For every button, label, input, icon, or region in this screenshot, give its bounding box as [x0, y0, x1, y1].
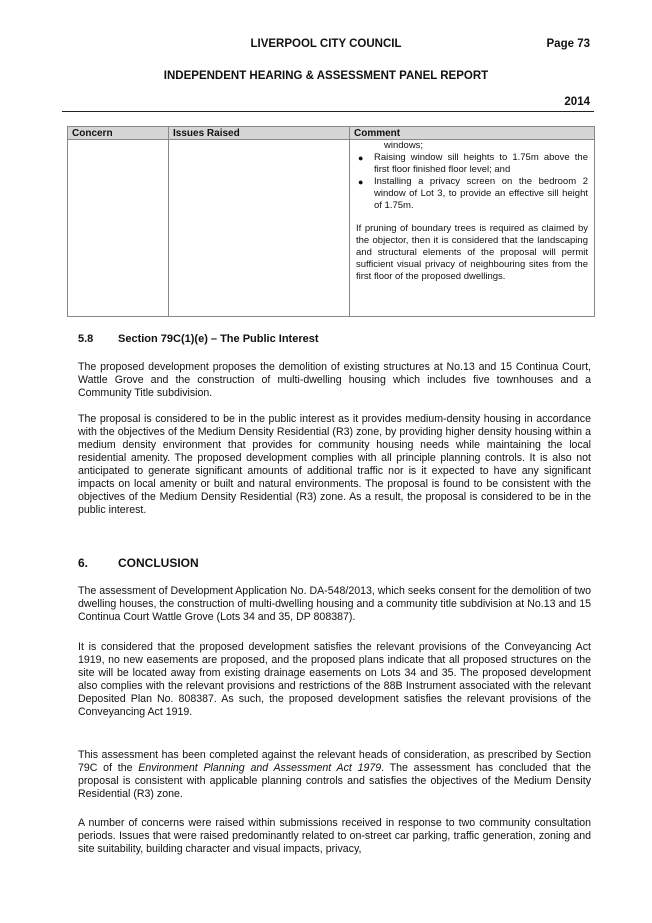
act-name: Environment Planning and Assessment Act 1979: [138, 762, 382, 774]
section-5-8-heading: [78, 333, 319, 345]
section-number: 6.: [78, 556, 89, 570]
header-concern: Concern: [68, 127, 169, 140]
header-rule: [62, 111, 594, 112]
bullet-text: Raising window sill heights to 1.75m above the first floor finished floor level; and: [374, 152, 588, 176]
conclusion-heading: [78, 556, 199, 570]
comment-bullet-list: [356, 152, 588, 212]
report-title: INDEPENDENT HEARING & ASSESSMENT PANEL REPORT: [163, 70, 489, 82]
table-header-row: [68, 127, 595, 140]
council-name: LIVERPOOL CITY COUNCIL: [250, 38, 402, 50]
issues-table: [67, 126, 595, 317]
paragraph-text: This assessment has been completed against the relevant heads of consideration, as prescribed by Section 79C of the: [78, 749, 591, 774]
issues-cell: [169, 140, 350, 317]
paragraph-text: . The assessment has concluded that the proposal is consistent with applicable planning controls and satisfies the objectives of the Medium Density Residential (R3) zone.: [78, 762, 591, 800]
bullet-text: Installing a privacy screen on the bedroom 2 window of Lot 3, to provide an effective sill height of 1.75m.: [374, 176, 588, 212]
header-issues-raised: Issues Raised: [169, 127, 350, 140]
paragraph: It is considered that the proposed development satisfies the relevant provisions of the Conveyancing Act 1919, no new easements are proposed, and the proposed plans indicate that all proposed structures on the site will be located away from existing drainage easements on Lots 34 and 35. The proposed development also complies with the relevant provisions and restrictions of the 88B Instrument associated with the relevant Deposited Plan No. 808387. As such, the proposed development satisfies the relevant provisions of the Conveyancing Act 1919.: [78, 641, 591, 718]
paragraph: A number of concerns were raised within submissions received in response to two community consultation periods. Issues that were raised predominantly related to on-street car parking, traffic generation, zoning and site suitability, building character and visual impacts, privacy,: [78, 817, 591, 855]
header-comment: Comment: [350, 127, 595, 140]
comment-continued: windows;: [384, 140, 424, 151]
bullet-icon: ●: [358, 153, 364, 164]
comment-paragraph: If pruning of boundary trees is required as claimed by the objector, then it is considered that the landscaping and structural elements of the proposal will permit sufficient visual privacy of neighbouring sites from the first floor of the proposed dwellings.: [356, 222, 588, 282]
paragraph: The proposed development proposes the demolition of existing structures at No.13 and 15 Continua Court, Wattle Grove and the construction of multi-dwelling housing which includes five townhouses and a Community Title subdivision.: [78, 361, 591, 399]
concern-cell: [68, 140, 169, 317]
list-item: [356, 152, 588, 176]
list-item: [356, 176, 588, 212]
comment-cell: [350, 140, 595, 317]
paragraph: The proposal is considered to be in the public interest as it provides medium-density housing in accordance with the objectives of the Medium Density Residential (R3) zone, by providing higher density housing within a medium density environment that provides for community housing needs while maintaining the local residential amenity. The proposed development complies with all principle planning controls. It is also not anticipated to generate significant amounts of additional traffic nor is it expected to have any significant impacts on local amenity or built and natural environments. The proposal is found to be consistent with the objectives of the Medium Density Residential (R3) zone. As a result, the proposal is considered to be in the public interest.: [78, 413, 591, 516]
section-number: 5.8: [78, 333, 94, 345]
bullet-icon: ●: [358, 177, 364, 188]
page-number: Page 73: [546, 38, 590, 50]
table-row: [68, 140, 595, 317]
section-title: CONCLUSION: [118, 556, 199, 570]
section-title: Section 79C(1)(e) – The Public Interest: [118, 333, 319, 345]
paragraph: [78, 749, 591, 801]
paragraph: The assessment of Development Application No. DA-548/2013, which seeks consent for the demolition of two dwelling houses, the construction of multi-dwelling housing and a community title subdivision at No.13 and 15 Continua Court Wattle Grove (Lots 34 and 35, DP 808387).: [78, 585, 591, 623]
report-year: 2014: [564, 96, 590, 108]
